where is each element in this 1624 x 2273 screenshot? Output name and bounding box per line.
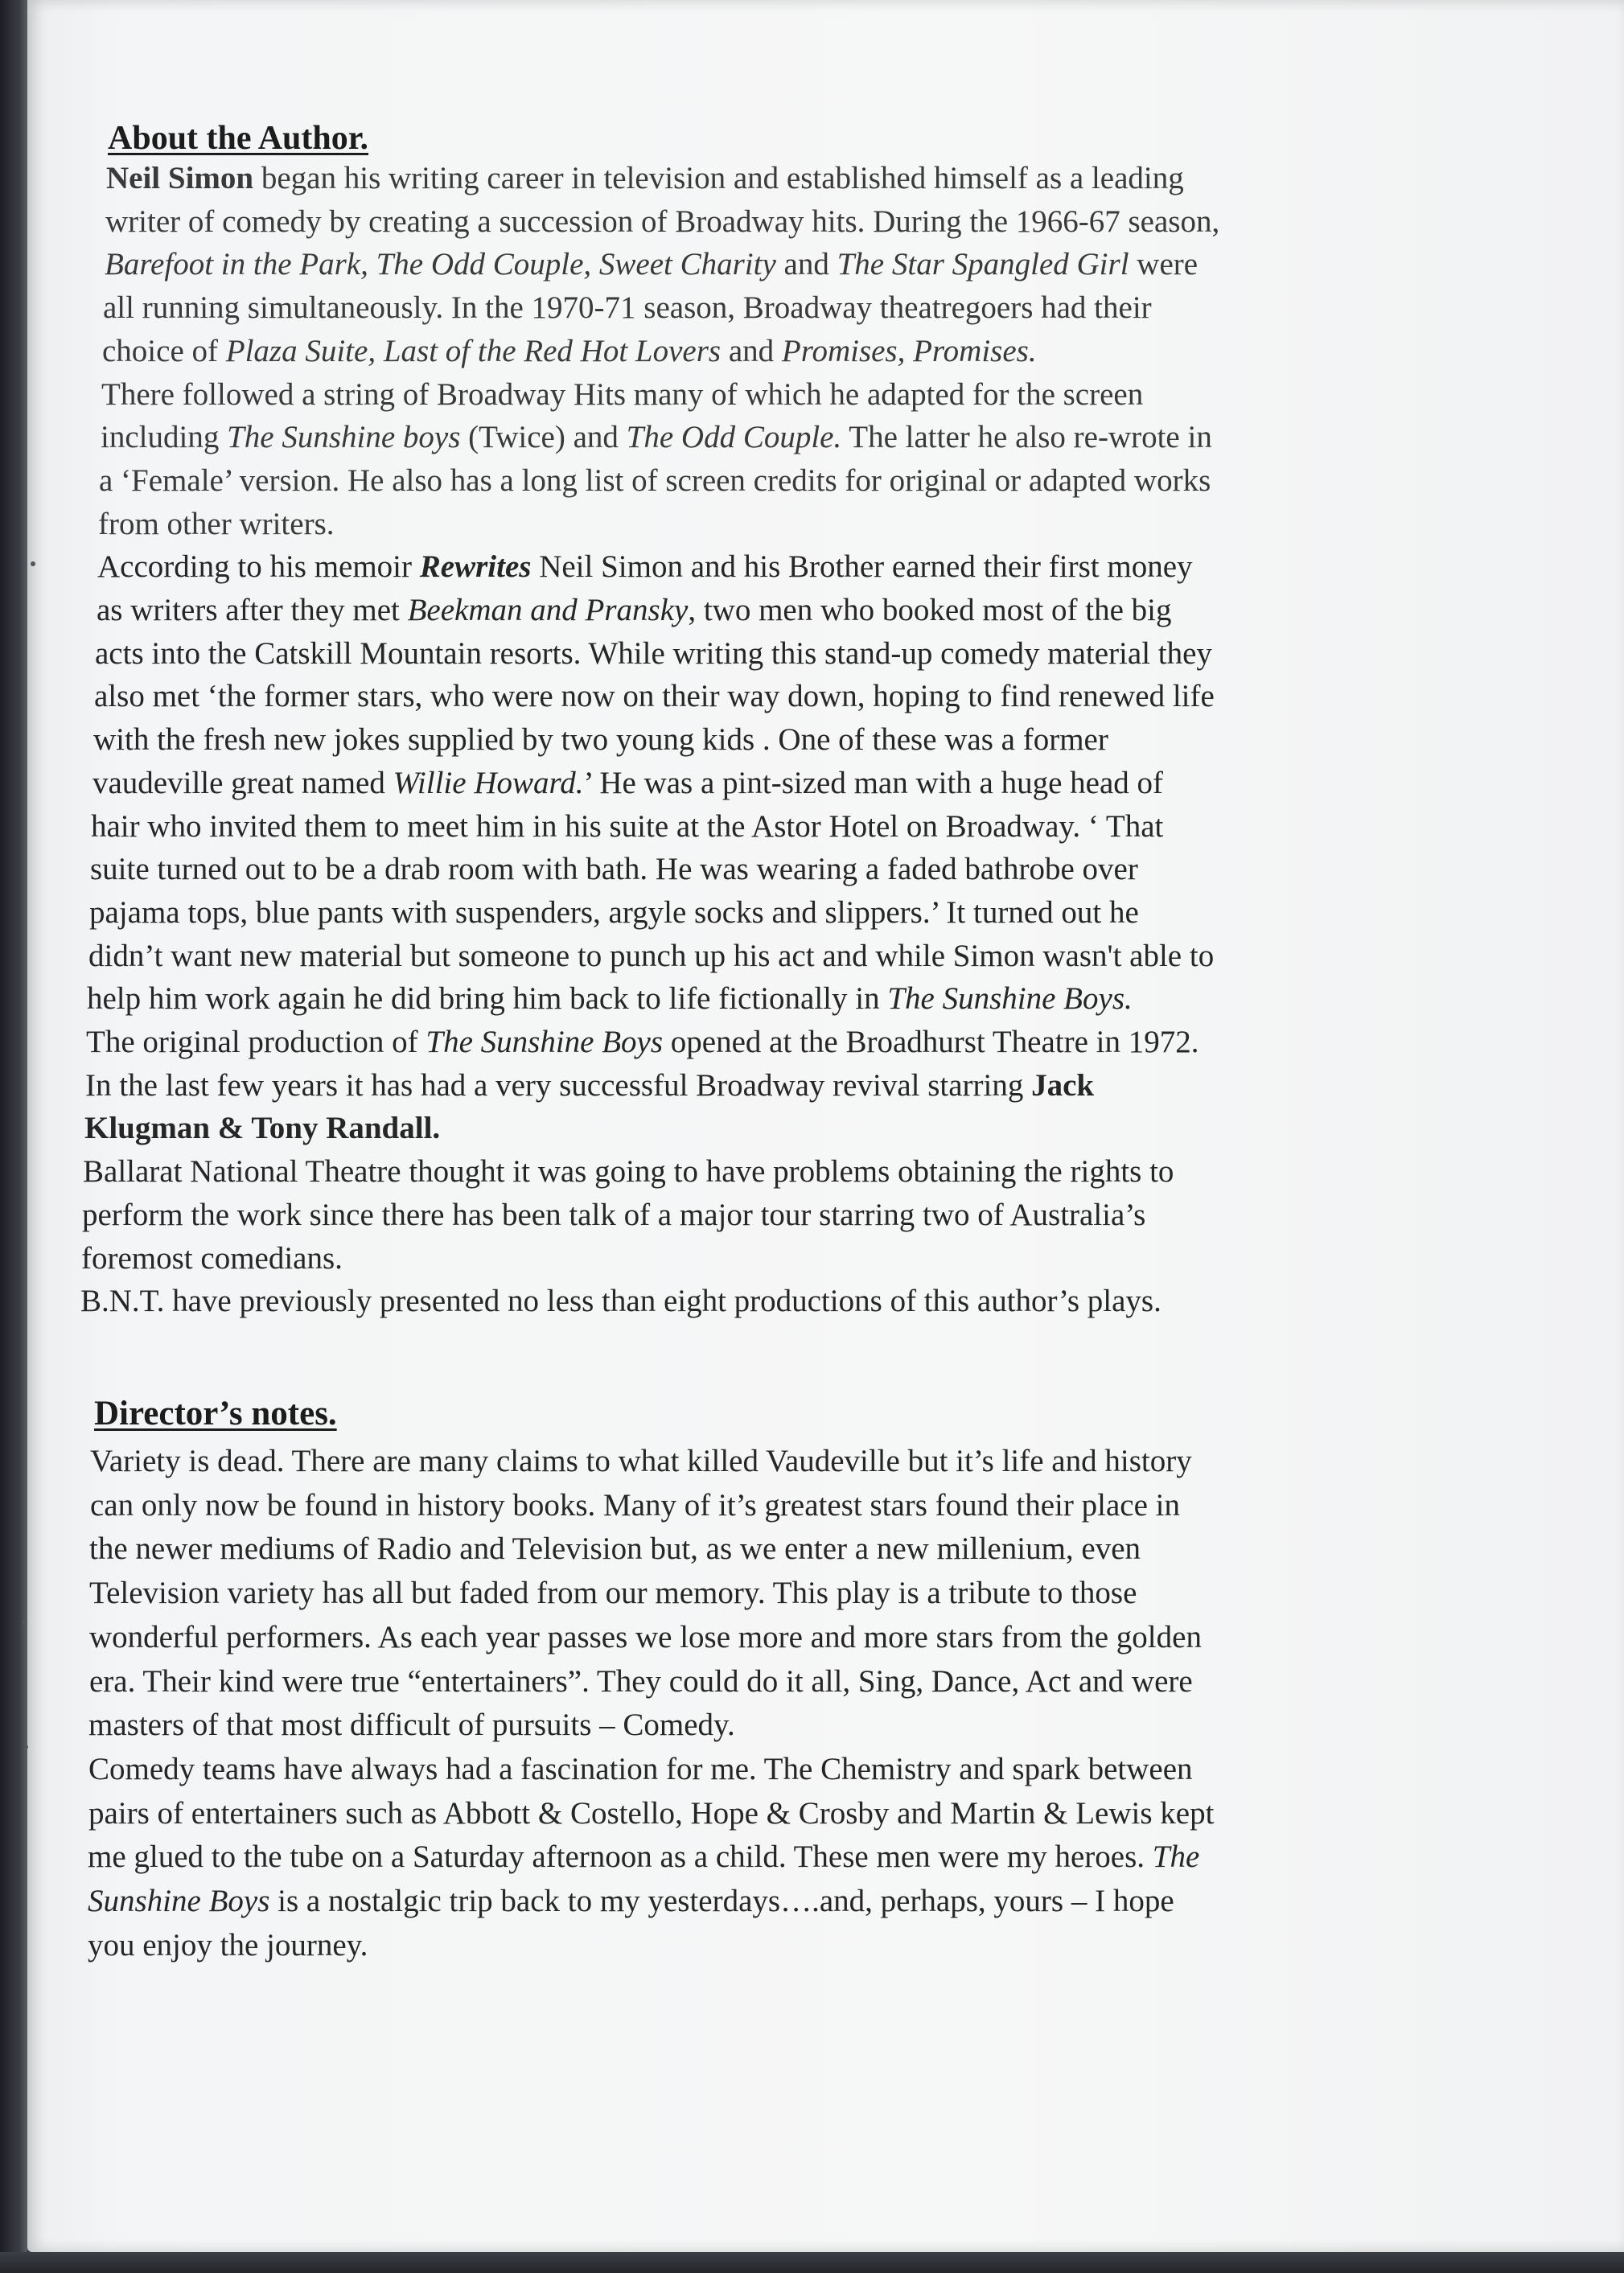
text-run: The Star Spangled Girl <box>837 247 1129 282</box>
text-run: The Odd Couple. <box>626 420 842 454</box>
about-text-line <box>94 677 1215 716</box>
text-run: The latter he also re-wrote in <box>841 420 1212 454</box>
about-text-line <box>105 203 1219 241</box>
text-run: pairs of entertainers such as Abbott & Costello, Hope & Crosby and Martin & Lewis kept <box>88 1796 1215 1831</box>
text-run: Sunshine Boys <box>88 1884 270 1918</box>
text-run: Klugman & Tony Randall. <box>84 1111 441 1145</box>
text-run: all running simultaneously. In the 1970-71 season, Broadway theatregoers had their <box>103 290 1152 325</box>
page-bottom-edge <box>0 2252 1624 2273</box>
about-text-line <box>87 980 1133 1018</box>
director-text-line <box>90 1442 1192 1481</box>
text-run: perform the work since there has been talk of a major tour starring two of Australia’s <box>82 1198 1146 1232</box>
text-run: ’ He was a pint-sized man with a huge head of <box>583 766 1164 800</box>
director-text-line <box>88 1706 735 1745</box>
about-text-line <box>90 850 1138 889</box>
about-text-line <box>95 635 1212 673</box>
page-content <box>27 0 1624 2252</box>
text-run: Barefoot in the Park, The Odd Couple, Sweet Charity <box>105 247 776 282</box>
about-text-line <box>103 289 1152 327</box>
text-run: the newer mediums of Radio and Television but, as we enter a new millenium, even <box>89 1531 1141 1566</box>
text-run: Promises, Promises. <box>781 334 1037 368</box>
text-run: B.N.T. have previously presented no less than eight productions of this author’s plays. <box>80 1284 1161 1318</box>
text-run: vaudeville great named <box>93 766 393 800</box>
text-run: were <box>1129 247 1198 282</box>
text-run: masters of that most difficult of pursuits – Comedy. <box>88 1708 735 1742</box>
director-text-line <box>89 1618 1202 1657</box>
about-text-line <box>86 1023 1198 1062</box>
about-text-line <box>93 721 1108 759</box>
text-run: There followed a string of Broadway Hits many of which he adapted for the screen <box>101 377 1144 412</box>
text-run: you enjoy the journey. <box>88 1928 368 1963</box>
director-text-line <box>90 1486 1180 1525</box>
about-text-line <box>93 764 1163 803</box>
about-text-line <box>101 418 1212 457</box>
text-run: Neil Simon and his Brother earned their first money <box>531 549 1193 584</box>
about-text-line <box>88 937 1214 976</box>
about-text-line <box>81 1239 343 1278</box>
director-text-line <box>89 1530 1141 1568</box>
about-text-line <box>80 1282 1161 1321</box>
text-run: me glued to the tube on a Saturday afternoon as a child. These men were my heroes. <box>88 1839 1153 1874</box>
director-text-line <box>88 1750 1193 1789</box>
text-run: suite turned out to be a drab room with bath. He was wearing a faded bathrobe over <box>90 852 1138 886</box>
text-run: a ‘Female’ version. He also has a long list of screen credits for original or adapted works <box>99 463 1211 498</box>
text-run: choice of <box>102 334 226 368</box>
text-run: The Sunshine boys <box>227 420 461 454</box>
margin-mark <box>25 1745 28 1749</box>
about-text-line <box>83 1153 1174 1191</box>
about-text-line <box>91 808 1163 846</box>
text-run: and <box>721 334 782 368</box>
text-run: The original production of <box>86 1025 426 1059</box>
text-run: According to his memoir <box>97 549 420 584</box>
about-text-line <box>99 462 1211 500</box>
text-run: pajama tops, blue pants with suspenders, argyle socks and slippers.’ It turned out he <box>89 895 1139 930</box>
director-heading: Director’s notes. <box>94 1395 337 1432</box>
text-run: , two men who booked most of the big <box>688 593 1172 627</box>
text-run: didn’t want new material but someone to punch up his act and while Simon wasn't able to <box>88 939 1215 973</box>
text-run: can only now be found in history books. Many of it’s greatest stars found their place in <box>90 1488 1180 1523</box>
text-run: Variety is dead. There are many claims to what killed Vaudeville but it’s life and history <box>90 1444 1192 1478</box>
text-run: from other writers. <box>98 507 335 541</box>
text-run: also met ‘the former stars, who were now on their way down, hoping to find renewed life <box>94 679 1215 713</box>
director-text-line <box>88 1926 368 1965</box>
about-text-line <box>106 159 1184 198</box>
text-run: opened at the Broadhurst Theatre in 1972. <box>663 1025 1199 1059</box>
text-run: hair who invited them to meet him in his suite at the Astor Hotel on Broadway. ‘ That <box>91 809 1164 844</box>
about-text-line <box>84 1109 440 1148</box>
about-text-line <box>85 1067 1094 1105</box>
text-run: era. Their kind were true “entertainers”. They could do it all, Sing, Dance, Act and were <box>89 1664 1193 1699</box>
director-text-line <box>89 1574 1137 1613</box>
text-run: The Sunshine Boys. <box>887 981 1133 1016</box>
margin-mark <box>31 561 35 566</box>
text-run: help him work again he did bring him back to life fictionally in <box>87 981 888 1016</box>
text-run: Ballarat National Theatre thought it was going to have problems obtaining the rights to <box>83 1154 1174 1189</box>
about-heading: About the Author. <box>108 120 369 157</box>
text-run: The Sunshine Boys <box>426 1025 664 1059</box>
text-run: Rewrites <box>419 549 532 584</box>
text-run: Comedy teams have always had a fascination for me. The Chemistry and spark between <box>88 1752 1193 1786</box>
text-run: foremost comedians. <box>81 1241 343 1276</box>
text-run: Willie Howard. <box>393 766 584 800</box>
text-run: acts into the Catskill Mountain resorts. While writing this stand-up comedy material they <box>95 636 1212 671</box>
director-text-line <box>88 1838 1199 1876</box>
text-run: Plaza Suite, Last of the Red Hot Lovers <box>225 334 722 368</box>
text-run: Television variety has all but faded from our memory. This play is a tribute to those <box>89 1576 1137 1610</box>
about-text-line <box>82 1196 1145 1235</box>
program-page <box>27 0 1624 2252</box>
text-run: as writers after they met <box>97 593 408 627</box>
text-run: writer of comedy by creating a succession of Broadway hits. During the 1966-67 season, <box>105 204 1220 239</box>
text-run: wonderful performers. As each year passes we lose more and more stars from the golden <box>89 1620 1202 1654</box>
about-text-line <box>97 591 1172 630</box>
about-text-line <box>102 332 1037 371</box>
about-text-line <box>101 376 1143 414</box>
director-text-line <box>88 1794 1214 1833</box>
text-run: Neil Simon <box>106 161 254 195</box>
director-text-line <box>89 1663 1193 1701</box>
text-run: began his writing career in television and established himself as a leading <box>253 161 1184 195</box>
about-text-line <box>98 505 335 544</box>
text-run: The <box>1152 1839 1200 1874</box>
text-run: is a nostalgic trip back to my yesterdays….and, perhaps, yours – I hope <box>269 1884 1174 1918</box>
text-run: including <box>101 420 228 454</box>
margin-mark <box>23 1619 27 1624</box>
text-run: In the last few years it has had a very successful Broadway revival starring <box>85 1068 1032 1103</box>
about-text-line <box>89 894 1139 932</box>
text-run: (Twice) and <box>460 420 627 454</box>
about-text-line <box>105 245 1198 284</box>
director-text-line <box>88 1882 1174 1921</box>
about-text-line <box>97 548 1193 586</box>
text-run: and <box>775 247 837 282</box>
text-run: with the fresh new jokes supplied by two young kids . One of these was a former <box>93 722 1108 757</box>
text-run: Beekman and Pransky <box>407 593 689 627</box>
text-run: Jack <box>1031 1068 1095 1103</box>
book-spine-shadow <box>0 0 27 2273</box>
